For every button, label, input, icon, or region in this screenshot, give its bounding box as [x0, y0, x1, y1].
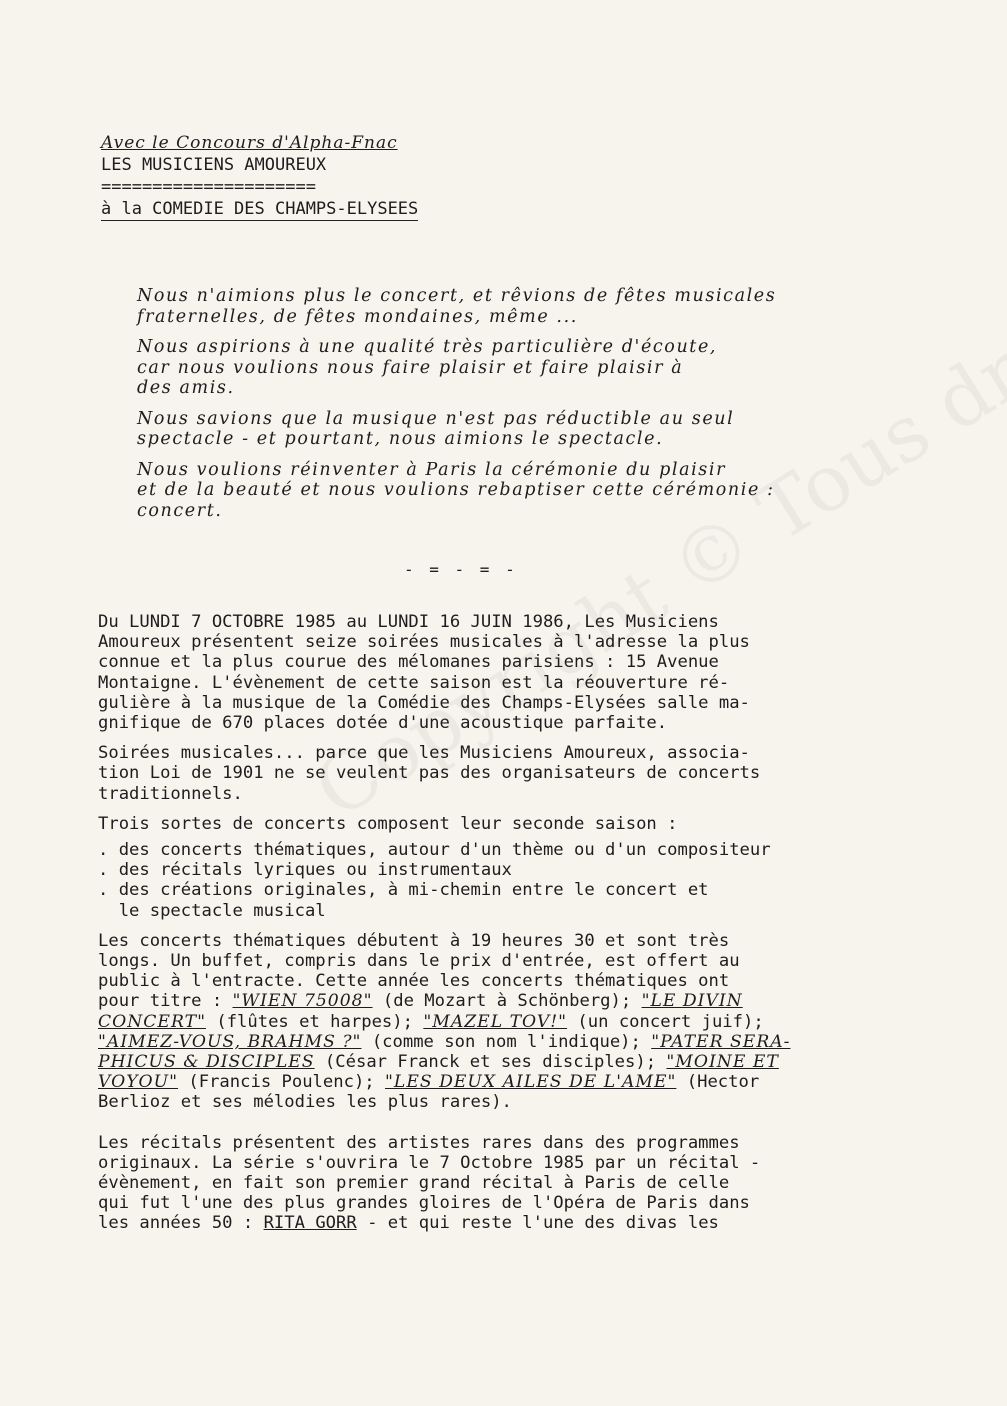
title-rule: ===================== — [101, 177, 316, 197]
sponsor-line: Avec le Concours d'Alpha-Fnac — [101, 133, 398, 153]
paragraph-text: (Francis Poulenc); — [178, 1072, 385, 1093]
manifesto-paragraph: Nous savions que la musique n'est pas réductible au seul spectacle - et pourtant, nous aimions le spectacle. — [137, 408, 735, 449]
soirees-paragraph: Soirées musicales... parce que les Musiciens Amoureux, associa- tion Loi de 1901 ne se veulent pas des organisateurs de concerts traditionnels. — [98, 743, 761, 804]
paragraph-text: (César Franck et ses disciples); — [314, 1052, 667, 1073]
paragraph-text: (comme son nom l'indique); — [361, 1031, 652, 1052]
concert-title: "AIMEZ-VOUS, BRAHMS ?" — [98, 1031, 362, 1052]
venue-line: à la COMEDIE DES CHAMPS-ELYSEES — [101, 199, 419, 219]
document-body — [98, 612, 898, 1244]
concert-title: "WIEN 75008" — [232, 991, 373, 1012]
paragraph-text: Les récitals présentent des artistes rares dans des programmes originaux. La série s'ouvrira le 7 Octobre 1985 par un récital - évènement, en fait son premier grand récital à Paris de celle qui fut l'une des plus grandes gloires de l'Opéra de Paris dans les années 50 : — [98, 1132, 761, 1234]
concert-title: "MAZEL TOV!" — [423, 1011, 568, 1032]
manifesto-paragraph: Nous voulions réinventer à Paris la cérémonie du plaisir et de la beauté et nous voulions rebaptiser cette cérémonie : concert. — [137, 459, 775, 521]
paragraph-text: (flûtes et harpes); — [206, 1011, 424, 1032]
manifesto-paragraph: Nous n'aimions plus le concert, et rêvions de fêtes musicales fraternelles, de fêtes mondaines, même ... — [137, 286, 777, 327]
document-header — [101, 132, 418, 221]
concert-types-list — [98, 840, 898, 921]
concert-title: "LES DEUX AILES DE L'AME" — [385, 1072, 677, 1093]
paragraph-text: Les concerts thématiques débutent à 19 heures 30 et sont très longs. Un buffet, compris dans le prix d'entrée, est offert au public à l'entracte. Cette année les concerts thématiques ont pour titre : — [98, 930, 740, 1012]
paragraph-text: - et qui reste l'une des divas les — [356, 1213, 719, 1234]
paragraph-text: (de Mozart à Schönberg); — [372, 991, 642, 1012]
section-separator: - = - = - — [404, 560, 518, 579]
recitals-paragraph — [98, 1133, 898, 1234]
season-intro-paragraph: Du LUNDI 7 OCTOBRE 1985 au LUNDI 16 JUIN 1986, Les Musiciens Amoureux présentent seize soirées musicales à l'adresse la plus connue et la plus courue des mélomanes parisiens : 15 Avenue Montaigne. L'évènement de cette saison est la réouverture ré- gulière à la musique de la Comédie des Champs-Elysées salle ma- gnifique de 670 places dotée d'une acoustique parfaite. — [98, 612, 750, 734]
concert-title: "PATER SERA- PHICUS & DISCIPLES — [98, 1031, 791, 1073]
document-title: LES MUSICIENS AMOUREUX — [101, 155, 327, 175]
artist-name: RITA GORR — [263, 1213, 357, 1234]
thematic-concerts-paragraph — [98, 931, 898, 1113]
list-item: . des concerts thématiques, autour d'un thème ou d'un compositeur — [98, 840, 771, 861]
paragraph-text: (Hector Berlioz et ses mélodies les plus rares). — [98, 1072, 760, 1113]
list-item: . des récitals lyriques ou instrumentaux — [98, 860, 512, 881]
concert-title: "LE DIVIN CONCERT" — [98, 991, 743, 1032]
concert-types-intro: Trois sortes de concerts composent leur seconde saison : — [98, 813, 678, 834]
concert-title: "MOINE ET VOYOU" — [98, 1052, 779, 1093]
paragraph-text: (un concert juif); — [577, 1011, 764, 1032]
manifesto-quote — [137, 286, 897, 531]
manifesto-paragraph: Nous aspirions à une qualité très particulière d'écoute, car nous voulions nous faire plaisir et faire plaisir à des amis. — [137, 337, 718, 398]
list-item: . des créations originales, à mi-chemin entre le concert et le spectacle musical — [98, 880, 709, 921]
